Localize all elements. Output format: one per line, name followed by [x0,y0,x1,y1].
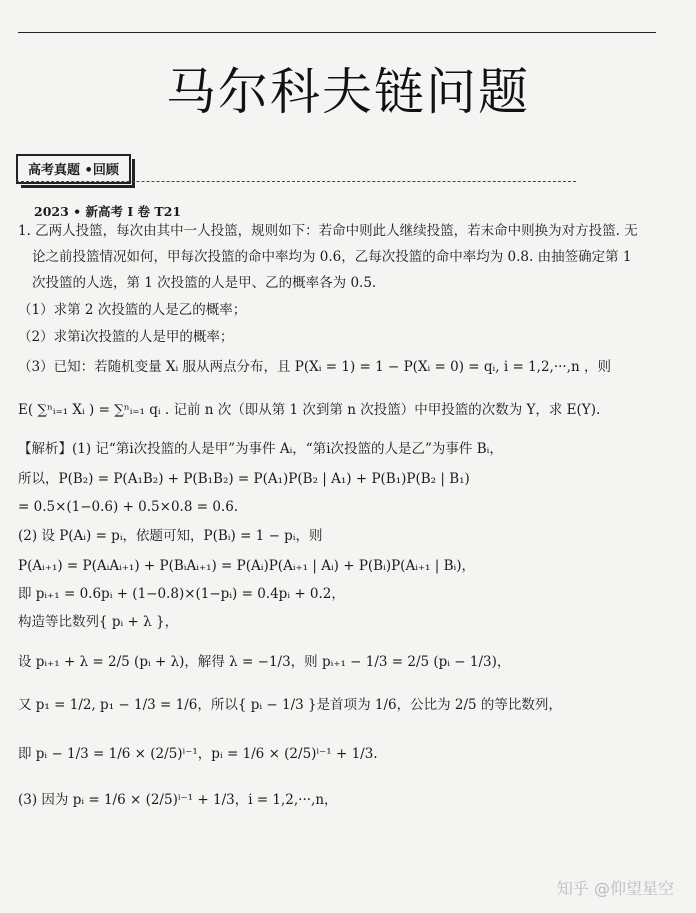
top-rule [18,32,656,33]
question-3-part-b: E( ∑ⁿᵢ₌₁ Xᵢ ) = ∑ⁿᵢ₌₁ qᵢ . 记前 n 次（即从第 1 次到第 n 次投篮）中甲投篮的次数为 Y，求 E(Y). [18,402,601,418]
solution-line-8: 设 pᵢ₊₁ + λ = 2/5 (pᵢ + λ)，解得 λ = −1/3，则 pᵢ₊₁ − 1/3 = 2/5 (pᵢ − 1/3)， [18,654,511,670]
section-tag: 高考真题 •回顾 [16,154,131,184]
solution-line-10: 即 pᵢ − 1/3 = 1/6 × (2/5)ⁱ⁻¹，pᵢ = 1/6 × (2/5)ⁱ⁻¹ + 1/3. [18,746,378,762]
problem-line-3: 次投篮的人选，第 1 次投篮的人是甲、乙的概率各为 0.5. [32,275,377,291]
solution-line-9: 又 p₁ = 1/2, p₁ − 1/3 = 1/6，所以{ pᵢ − 1/3 }是首项为 1/6，公比为 2/5 的等比数列， [18,697,562,713]
question-3-part-a: （3）已知：若随机变量 Xᵢ 服从两点分布，且 P(Xᵢ = 1) = 1 − P(Xᵢ = 0) = qᵢ, i = 1,2,···,n ，则 [18,359,611,375]
question-1: （1）求第 2 次投篮的人是乙的概率； [18,302,247,318]
solution-line-5: P(Aᵢ₊₁) = P(AᵢAᵢ₊₁) + P(BᵢAᵢ₊₁) = P(Aᵢ)P(Aᵢ₊₁ | Aᵢ) + P(Bᵢ)P(Aᵢ₊₁ | Bᵢ)， [18,558,475,574]
solution-line-2: 所以，P(B₂) = P(A₁B₂) + P(B₁B₂) = P(A₁)P(B₂ | A₁) + P(B₁)P(B₂ | B₁) [18,471,470,487]
watermark: 知乎 @仰望星空 [556,879,674,898]
page-title: 马尔科夫链问题 [166,63,530,121]
solution-line-7: 构造等比数列{ pᵢ + λ }， [18,614,179,630]
solution-line-6: 即 pᵢ₊₁ = 0.6pᵢ + (1−0.8)×(1−pᵢ) = 0.4pᵢ + 0.2， [18,586,345,602]
dashed-divider [16,181,576,182]
problem-source: 2023 • 新高考 I 卷 T21 [34,204,182,219]
solution-line-1: 【解析】(1) 记“第i次投篮的人是甲”为事件 Aᵢ，“第i次投篮的人是乙”为事件 Bᵢ， [18,441,503,457]
solution-line-3: = 0.5×(1−0.6) + 0.5×0.8 = 0.6. [18,499,239,515]
solution-line-4: (2) 设 P(Aᵢ) = pᵢ，依题可知，P(Bᵢ) = 1 − pᵢ，则 [18,528,323,544]
problem-line-1: 1. 乙两人投篮，每次由其中一人投篮，规则如下：若命中则此人继续投篮，若末命中则换为对方投篮. 无 [18,223,638,239]
question-2: （2）求第i次投篮的人是甲的概率； [18,329,234,345]
solution-line-11: (3) 因为 pᵢ = 1/6 × (2/5)ⁱ⁻¹ + 1/3，i = 1,2,···,n， [18,792,338,808]
problem-line-2: 论之前投篮情况如何，甲每次投篮的命中率均为 0.6，乙每次投篮的命中率均为 0.8. 由抽签确定第 1 [32,249,632,265]
